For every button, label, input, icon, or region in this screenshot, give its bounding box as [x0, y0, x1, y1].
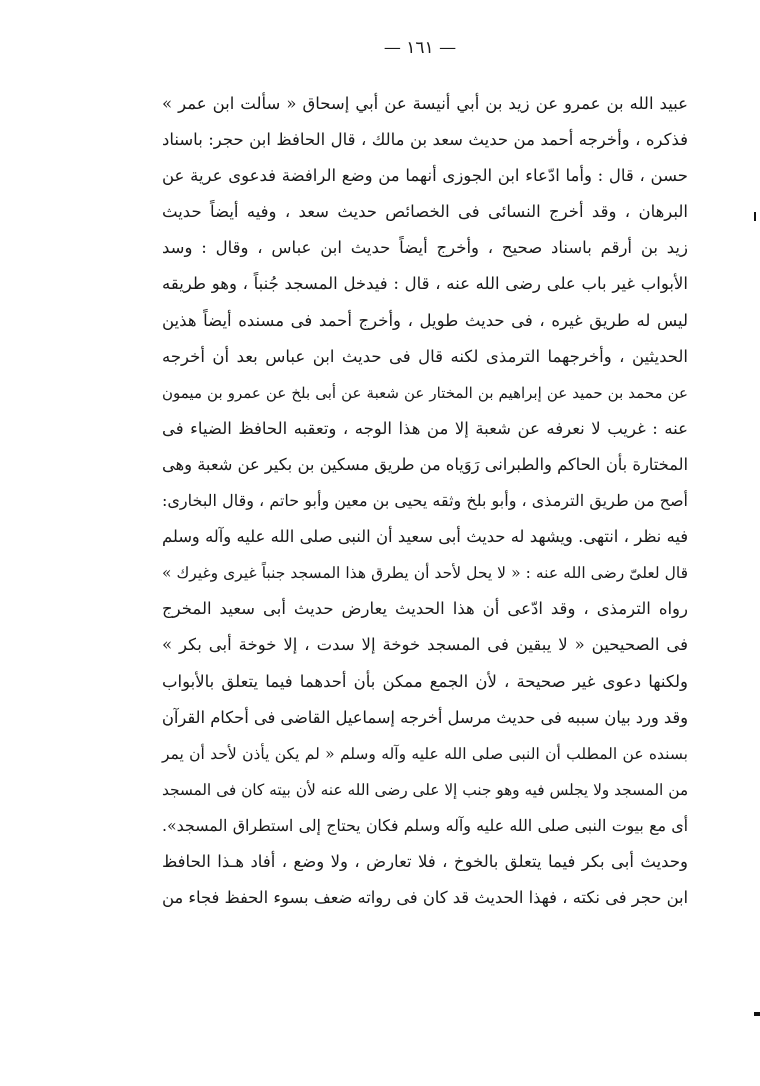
- text-line: عن محمد بن حميد عن إبراهيم بن المختار عن شعبة عن أبى بلخ عن عمرو بن ميمون: [162, 383, 688, 402]
- text-line: ولكنها دعوى غير صحيحة ، لأن الجمع ممكن بأن أحدهما فيما يتعلق بالأبواب: [162, 671, 688, 691]
- body-text: [162, 86, 688, 916]
- text-line: بسنده عن المطلب أن النبى صلى الله عليه وآله وسلم « لم يكن يأذن لأحد أن يمر: [162, 744, 688, 763]
- text-line: عنه : غريب لا نعرفه عن شعبة إلا من هذا الوجه ، وتعقبه الحافظ الضياء فى: [162, 418, 688, 438]
- text-line: ليس له طريق غيره ، فى حديث طويل ، وأخرج أحمد فى مسنده أيضاً هذين: [162, 310, 688, 330]
- text-line: الحديثين ، وأخرجهما الترمذى لكنه قال فى حديث ابن عباس بعد أن أخرجه: [162, 346, 688, 366]
- text-line: رواه الترمذى ، وقد ادّعى أن هذا الحديث يعارض حديث أبى سعيد المخرج: [162, 599, 688, 619]
- scan-edge-mark: [754, 212, 756, 221]
- scan-edge-mark: [754, 1012, 760, 1016]
- text-line: أى مع بيوت النبى صلى الله عليه وآله وسلم فكان يحتاج إلى استطراق المسجد».: [162, 815, 688, 835]
- text-line: الأبواب غير باب على رضى الله عنه ، قال : فيدخل المسجد جُنباً ، وهو طريقه: [162, 274, 688, 294]
- page-number: — ١٦١ —: [383, 38, 457, 58]
- text-line: عبيد الله بن عمرو عن زيد بن أبي أنيسة عن أبي إسحاق « سألت ابن عمر »: [162, 94, 688, 113]
- text-line: من المسجد ولا يجلس فيه وهو جنب إلا على رضى الله عنه لأن بيته كان فى المسجد: [162, 780, 688, 799]
- text-line: زيد بن أرقم باسناد صحيح ، وأخرج أيضاً حديث ابن عباس ، وقال : وسد: [162, 238, 688, 258]
- text-line: البرهان ، وقد أخرج النسائى فى الخصائص حديث سعد ، وفيه أيضاً حديث: [162, 202, 688, 222]
- text-line: قال لعلىّ رضى الله عنه : « لا يحل لأحد أن يطرق هذا المسجد جنباً غيرى وغيرك »: [162, 564, 688, 583]
- text-line: ابن حجر فى نكته ، فهذا الحديث قد كان فى رواته ضعف بسوء الحفظ فجاء من: [162, 888, 688, 908]
- text-line: فذكره ، وأخرجه أحمد من حديث سعد بن مالك ، قال الحافظ ابن حجر: باسناد: [162, 130, 688, 150]
- text-line: أصح من طريق الترمذى ، وأبو بلخ وثقه يحيى بن معين وأبو حاتم ، وقال البخارى:: [162, 491, 688, 511]
- text-line: حسن ، قال : وأما ادّعاء ابن الجوزى أنهما من وضع الرافضة فدعوى عرية عن: [162, 166, 688, 186]
- text-line: فى الصحيحين « لا يبقين فى المسجد خوخة إلا سدت ، إلا خوخة أبى بكر »: [162, 635, 688, 655]
- text-line: المختارة بأن الحاكم والطبرانى رَوَياه من طريق مسكين بن بكير عن شعبة وهى: [162, 454, 688, 474]
- text-line: وقد ورد بيان سببه فى حديث مرسل أخرجه إسماعيل القاضى فى أحكام القرآن: [161, 707, 688, 727]
- text-line: وحديث أبى بكر فيما يتعلق بالخوخ ، فلا تعارض ، ولا وضع ، أفاد هـذا الحافظ: [162, 851, 688, 871]
- text-line: فيه نظر ، انتهى. ويشهد له حديث أبى سعيد أن النبى صلى الله عليه وآله وسلم: [162, 527, 688, 547]
